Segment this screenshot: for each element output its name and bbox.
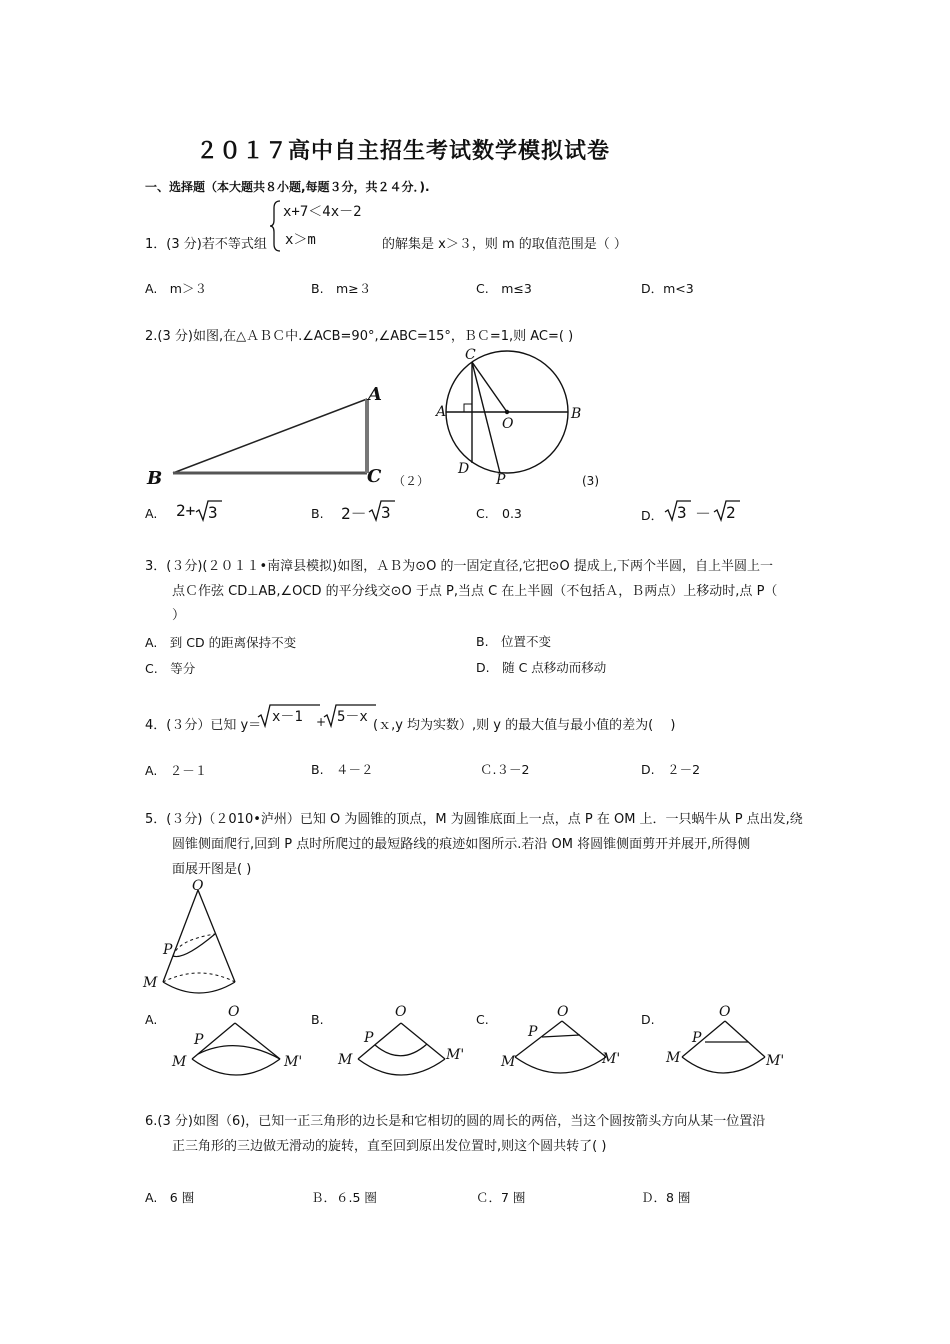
q3-line-3: ） [172, 608, 186, 623]
cone-label-o: O [192, 878, 204, 894]
q2-option-d-letter: D． [641, 508, 664, 523]
q1-option-b[interactable]: B. m≥３ [311, 281, 372, 296]
q4-option-c[interactable]: Ｃ.３－2 [480, 762, 530, 777]
q2-option-b-letter: B. [311, 506, 324, 521]
circle-label-p: P [496, 472, 506, 488]
fig-d-label-m-prime: M' [766, 1053, 785, 1069]
fig-c-label-m: M [501, 1054, 516, 1070]
q5-line-3: 面展开图是( ) [172, 862, 252, 877]
q5-line-2: 圆锥侧面爬行,回到 P 点时所爬过的最短路线的痕迹如图所示.若沿 OM 将圆锥侧面剪开并展开,所得侧 [172, 837, 751, 852]
q2-option-b-radicand: 3 [381, 503, 391, 522]
q3-option-a[interactable]: A. 到 CD 的距离保持不变 [145, 635, 297, 650]
q1-option-d[interactable]: D．m<3 [641, 281, 694, 296]
q2-option-d-minus: － [695, 504, 712, 523]
q4-prefix: 4．(３分）已知 y＝ [145, 718, 262, 733]
fig-b-label-m-prime: M' [446, 1047, 465, 1063]
fig-a-label-m-prime: M' [284, 1054, 303, 1070]
q3-line-2: 点Ｃ作弦 CD⊥AB,∠OCD 的平分线交⊙O 于点 P,当点 C 在上半圆（不包括Ａ，Ｂ两点）上移动时,点 P（ [172, 584, 778, 599]
q6-line-2: 正三角形的三边做无滑动的旋转，直至回到原出发位置时,则这个圆共转了( ) [172, 1139, 607, 1154]
circle-label-a: A [436, 404, 447, 420]
fig-b-label-o: O [395, 1004, 407, 1020]
cone-label-m: M [143, 975, 158, 991]
circle-label-b: B [571, 406, 582, 422]
q1-option-a[interactable]: A. m＞３ [145, 281, 207, 296]
q4-option-a[interactable]: A. ２－１ [145, 763, 208, 778]
q4-plus: + [316, 715, 327, 729]
q6-option-b[interactable]: Ｂ．６.5 圈 [311, 1190, 377, 1205]
q3-option-b[interactable]: B. 位置不变 [476, 634, 552, 649]
fig-a-label-o: O [228, 1004, 240, 1020]
fig-a-label-m: M [172, 1054, 187, 1070]
q5-option-b[interactable]: B. [311, 1012, 324, 1027]
q6-option-a[interactable]: A. 6 圈 [145, 1190, 195, 1205]
q4-radicand-2: 5－x [337, 709, 368, 725]
fig-c-label-m-prime: M' [602, 1051, 621, 1067]
circle-label-d: D [458, 461, 470, 477]
tri-label-a: A [368, 384, 382, 405]
q2-option-a-radicand: 3 [208, 503, 218, 522]
q2-option-d-radicand-1: 3 [677, 503, 687, 522]
q3-option-c[interactable]: C. 等分 [145, 661, 196, 676]
q3-option-d[interactable]: D. 随 C 点移动而移动 [476, 660, 607, 675]
circle-label-o: O [502, 416, 514, 432]
q2-option-a-letter: A. [145, 506, 158, 521]
q6-option-c[interactable]: Ｃ．7 圈 [476, 1190, 526, 1205]
q4-suffix: (ｘ,y 均为实数）,则 y 的最大值与最小值的差为( ) [373, 718, 676, 733]
q4-option-b[interactable]: B. ４－２ [311, 762, 374, 777]
q5-option-c[interactable]: C. [476, 1012, 489, 1027]
fig3-caption: (3) [582, 474, 599, 488]
fig-c-label-o: O [557, 1004, 569, 1020]
q1-inequality-2: x＞m [285, 232, 316, 248]
q2-option-d-radicand-2: 2 [726, 503, 736, 522]
q2-option-c-value: 0.3 [502, 506, 522, 521]
fig-c-label-p: P [528, 1024, 538, 1040]
triangle-figure [145, 385, 435, 495]
fig2-caption: （２） [393, 474, 430, 488]
q2-text: 2.(3 分)如图,在△ＡＢＣ中.∠ACB=90°,∠ABC=15°，ＢＣ=1,则 AC=( ) [145, 329, 574, 344]
q4-radicand-1: x－1 [272, 709, 303, 725]
q5-option-d[interactable]: D. [641, 1012, 655, 1027]
page-title: ２０１７高中自主招生考试数学模拟试卷 [196, 138, 611, 164]
q2-option-a-value: 2+ [176, 501, 196, 520]
q2-option-c-letter: C. [476, 506, 489, 521]
cone-label-p: P [163, 942, 173, 958]
q5-line-1: 5．(３分)（２010•泸州）已知 O 为圆锥的顶点，M 为圆锥底面上一点，点 P 在 OM 上．一只蜗牛从 P 点出发,绕 [145, 812, 803, 827]
q1-prefix: 1．(3 分)若不等式组 [145, 237, 267, 252]
q1-option-c[interactable]: C. m≤3 [476, 281, 532, 296]
fig-d-label-p: P [692, 1030, 702, 1046]
q6-line-1: 6.(3 分)如图（6)，已知一正三角形的边长是和它相切的圆的周长的两倍，当这个圆按箭头方向从某一位置沿 [145, 1114, 766, 1129]
fig-b-label-p: P [364, 1030, 374, 1046]
q2-option-b-value: 2－ [341, 504, 367, 523]
fig-d-label-o: O [719, 1004, 731, 1020]
q1-inequality-1: x+7＜4x－2 [283, 204, 362, 220]
tri-label-b: B [147, 468, 163, 489]
fig-b-label-m: M [338, 1052, 353, 1068]
circle-label-c: C [465, 347, 476, 363]
fig-a-label-p: P [194, 1032, 204, 1048]
q4-option-d[interactable]: D. ２－2 [641, 762, 701, 777]
brace-icon [270, 200, 282, 252]
sector-figure-c [500, 1005, 640, 1080]
q5-option-a[interactable]: A. [145, 1012, 158, 1027]
q3-line-1: 3．(３分)(２０１１•南漳县模拟)如图，ＡＢ为⊙O 的一固定直径,它把⊙O 提成上,下两个半圆，自上半圆上一 [145, 559, 774, 574]
fig-d-label-m: M [666, 1050, 681, 1066]
tri-label-c: C [367, 466, 382, 487]
q6-option-d[interactable]: Ｄ．8 圈 [641, 1190, 691, 1205]
section-heading: 一、选择题（本大题共８小题,每题３分，共２４分．). [145, 180, 430, 194]
q1-suffix: 的解集是 x＞３，则 m 的取值范围是（ ） [382, 237, 627, 252]
